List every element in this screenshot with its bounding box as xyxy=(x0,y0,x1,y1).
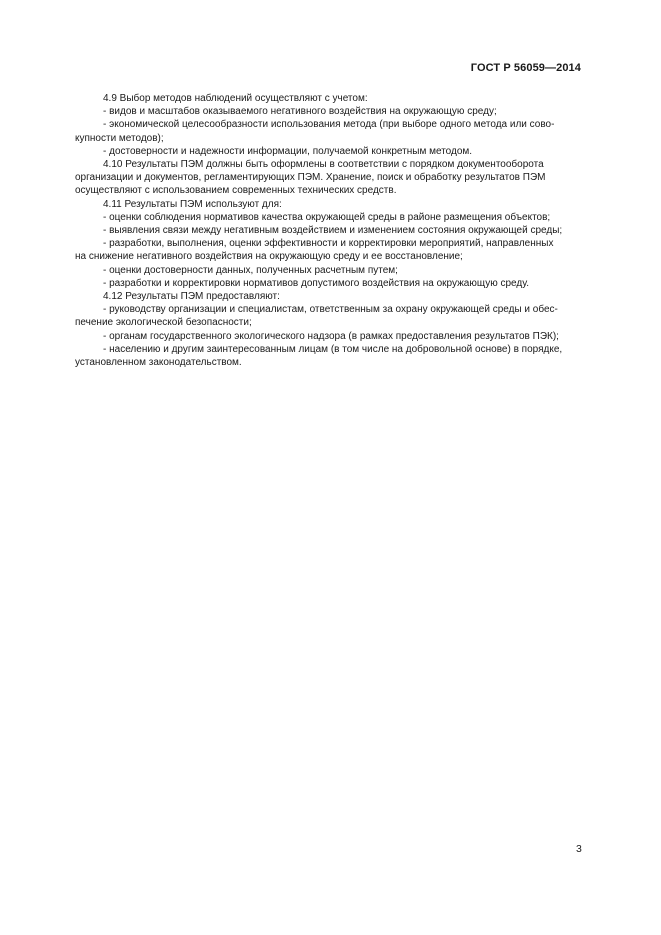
list-item-continuation xyxy=(75,356,583,369)
list-item-text: - разработки, выполнения, оценки эффективности и корректировки мероприятий, направленных xyxy=(103,238,554,250)
document-standard-id: ГОСТ Р 56059—2014 xyxy=(470,62,581,74)
list-item-text: - разработки и корректировки нормативов допустимого воздействия на окружающую среду. xyxy=(103,277,530,289)
list-item-continuation xyxy=(75,250,583,263)
paragraph-text: 4.9 Выбор методов наблюдений осуществляют с учетом: xyxy=(103,93,368,104)
list-item-text: - органам государственного экологического надзора (в рамках предоставления результатов ПЭК); xyxy=(103,330,559,342)
list-item-text: - оценки соблюдения нормативов качества окружающей среды в районе размещения объектов; xyxy=(103,211,551,223)
paragraph-continuation xyxy=(75,184,583,197)
paragraph-text: осуществляют с использованием современных технических средств. xyxy=(75,185,397,197)
list-item xyxy=(103,224,583,237)
paragraph-continuation xyxy=(75,171,583,184)
list-item-continuation xyxy=(75,316,583,329)
document-body xyxy=(75,92,583,369)
list-item xyxy=(103,264,583,277)
section-4-11-heading xyxy=(103,198,583,211)
paragraph-text: 4.10 Результаты ПЭМ должны быть оформлены в соответствии с порядком документооборота xyxy=(103,159,544,171)
list-item-text: - достоверности и надежности информации, получаемой конкретным методом. xyxy=(103,145,473,157)
list-item xyxy=(103,145,583,158)
section-4-12-heading xyxy=(103,290,583,303)
list-item-text: печение экологической безопасности; xyxy=(75,317,252,329)
list-item-text: на снижение негативного воздействия на окружающую среду и ее восстановление; xyxy=(75,251,463,263)
list-item-text: - оценки достоверности данных, полученных расчетным путем; xyxy=(103,264,398,276)
list-item-text: установленном законодательством. xyxy=(75,357,242,369)
list-item-continuation xyxy=(75,132,583,145)
paragraph-text: 4.11 Результаты ПЭМ используют для: xyxy=(103,198,282,210)
page-number: 3 xyxy=(576,843,582,855)
list-item xyxy=(103,118,583,131)
list-item xyxy=(103,237,583,250)
list-item xyxy=(103,211,583,224)
list-item-text: - видов и масштабов оказываемого негативного воздействия на окружающую среду; xyxy=(103,106,497,118)
section-4-10-paragraph xyxy=(103,158,583,171)
list-item-text: - выявления связи между негативным воздействием и изменением состояния окружающей среды; xyxy=(103,225,563,237)
list-item-text: - экономической целесообразности использования метода (при выборе одного метода или сово- xyxy=(103,119,555,131)
section-4-9-heading xyxy=(103,92,583,105)
list-item-text: - руководству организации и специалистам, ответственным за охрану окружающей среды и обес- xyxy=(103,304,558,316)
paragraph-text: организации и документов, регламентирующих ПЭМ. Хранение, поиск и обработку результатов ПЭМ xyxy=(75,172,546,184)
list-item xyxy=(103,105,583,118)
list-item xyxy=(103,330,583,343)
list-item xyxy=(103,303,583,316)
list-item-text: - населению и другим заинтересованным лицам (в том числе на добровольной основе) в порядке, xyxy=(103,343,563,355)
list-item xyxy=(103,277,583,290)
list-item-text: купности методов); xyxy=(75,132,164,144)
list-item xyxy=(103,343,583,356)
paragraph-text: 4.12 Результаты ПЭМ предоставляют: xyxy=(103,291,280,303)
